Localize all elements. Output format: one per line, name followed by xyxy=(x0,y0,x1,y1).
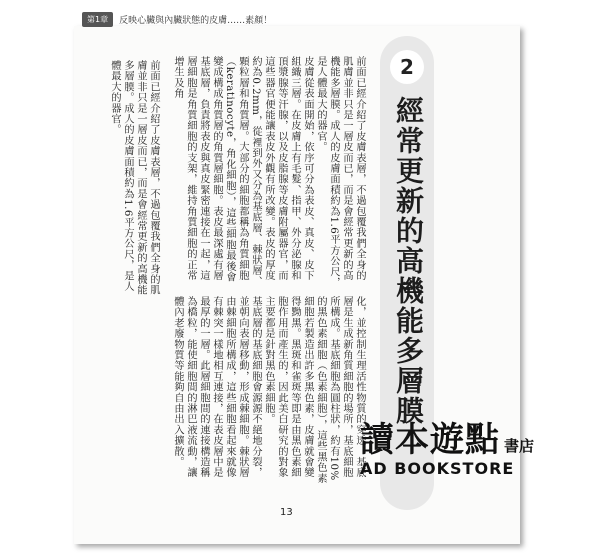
paragraph-basal: 化，並控制生理活性物質的穿透，基底層是生成新角質細胞的場所，基底細胞所構成。基底細胞為圓柱狀，約有10%的黑色素細胞（色素細胞），這些黑色素細胞若製造出許多黑色素，皮膚就會變得黝黑。黑斑和雀斑等即是由黑色素細胞作用而產生的，因此美白研究的對象主要都是針對黑色素細胞。 xyxy=(263,296,365,484)
watermark-name-en: AD BOOKSTORE xyxy=(360,459,515,478)
paragraph-spinous: 基底層的基底細胞會源源不絕地分裂，並朝向表層移動，形成棘細胞。棘狀層由棘細胞所構成，這些細胞看起來就像有棘突一樣地相互連接，在表皮層中是最厚的一層。此層細胞間的連接構造稱為橋粒，能使細胞間的淋巴液流動，讓體內老廢物質等能夠自由出入擴散。 xyxy=(172,296,261,478)
chapter-badge: 第1章 xyxy=(82,12,113,27)
body-text-upper xyxy=(96,56,366,288)
paragraph-intro: 前面已經介紹了皮膚表層，不過包覆我們全身的肌膚並非只是一層皮而已，而是會經常更新的高機能多層膜。成人的皮膚面積約為1.6平方公尺，是人體最大的器官。 xyxy=(315,56,365,288)
store-watermark xyxy=(360,412,534,478)
page-number: 13 xyxy=(280,507,293,518)
paragraph-layers: 皮膚從表面開始，依序可分為表皮、真皮、皮下組織三層。在皮膚上有毛髮、指甲、外分泌腺和頂漿腺等汗腺，以及皮脂腺等皮膚附屬器官，而這些器官便能讓表皮外觀有所改變。表皮的厚度約為0.2mm，從裡到外又分為基底層、棘狀層、顆粒層和角質層。大部分的細胞都稱為角質細胞（keratinocyte，角化細胞），這些細胞最後會變成構成角質層的角質層細胞。表皮最深處有層基底層，負責將表皮與真皮緊密連接在一起，這層細胞是角質細胞的支架，維持角質細胞的正常增生及角 xyxy=(172,56,313,287)
watermark-name-cn: 讀本遊點 xyxy=(360,420,500,460)
body-text-column-a: 前面已經介紹了皮膚表層，不過包覆我們全身的肌膚並非只是一層皮而已，而是會經常更新的高機能多層膜。成人的皮膚面積約為1.6平方公尺，是人體最大的器官。 xyxy=(109,60,159,296)
watermark-tag: 書店 xyxy=(504,437,535,455)
section-number: 2 xyxy=(390,50,424,84)
header-title: 反映心臟與內臟狀態的皮膚……素顏！ xyxy=(119,15,273,26)
running-header xyxy=(82,10,272,28)
body-text-lower xyxy=(96,296,366,486)
section-title: 經常更新的高機能多層膜 xyxy=(392,96,425,426)
